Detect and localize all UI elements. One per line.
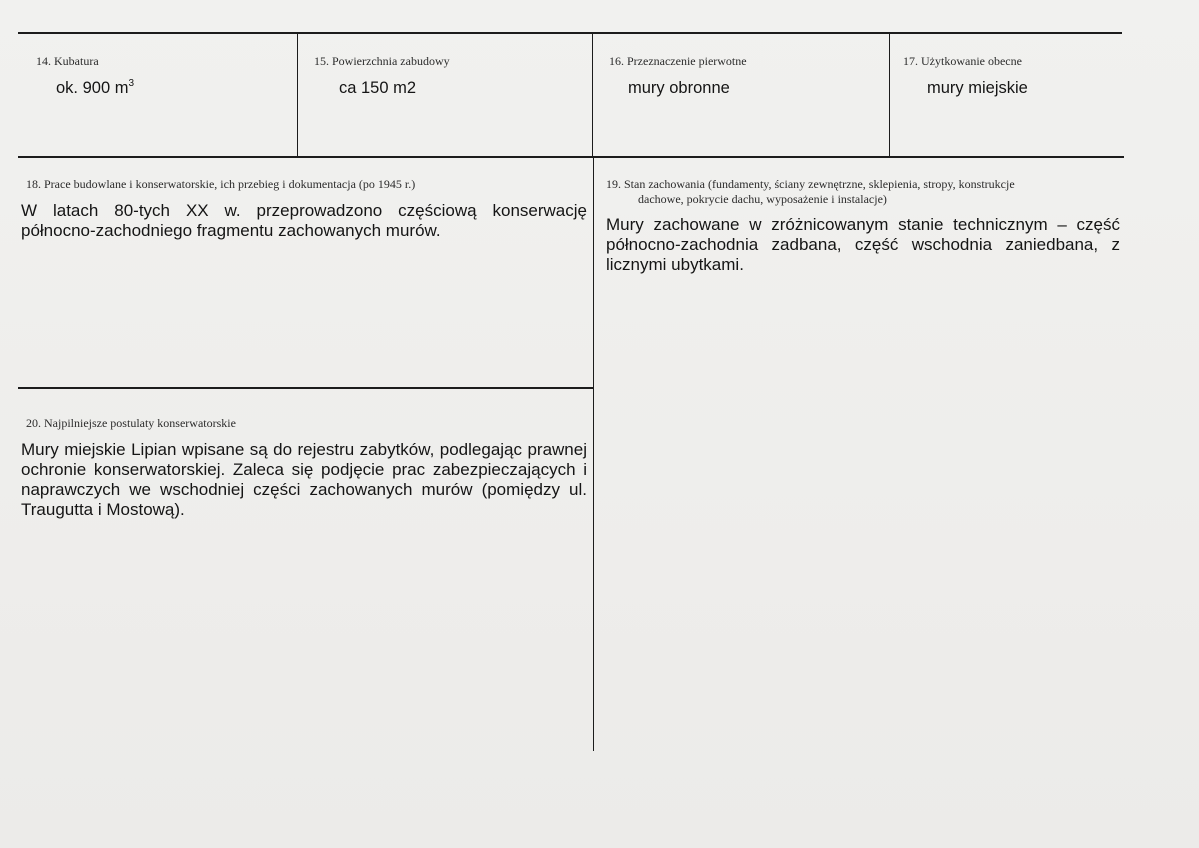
field-15-value: ca 150 m2 xyxy=(339,79,417,97)
center-divider xyxy=(593,157,594,751)
field-14-value-exponent: 3 xyxy=(128,77,135,89)
field-14-volume xyxy=(36,54,286,98)
field-17-label: 17. Użytkowanie obecne xyxy=(903,54,1022,68)
field-20-value: Mury miejskie Lipian wpisane są do rejestru zabytków, podlegając prawnej ochronie konserwatorskiej. Zaleca się podjęcie prac zabezpieczających i naprawczych we wschodniej części zachowanych murów (pomiędzy ul. Traugutta i Mostową). xyxy=(21,440,587,519)
field-19-label-line2: dachowe, pokrycie dachu, wyposażenie i instalacje) xyxy=(638,192,887,206)
field-20-postulates xyxy=(21,416,587,520)
field-16-label: 16. Przeznaczenie pierwotne xyxy=(609,54,747,68)
field-18-value: W latach 80-tych XX w. przeprowadzono częściową konserwację północno-zachodniego fragmentu zachowanych murów. xyxy=(21,201,587,240)
top-rule xyxy=(18,32,1122,34)
field-17-value: mury miejskie xyxy=(927,79,1028,97)
field-14-value xyxy=(36,78,286,98)
field-19-label-line1: 19. Stan zachowania (fundamenty, ściany zewnętrzne, sklepienia, stropy, konstrukcje xyxy=(606,177,1015,191)
field-20-label: 20. Najpilniejsze postulaty konserwatorskie xyxy=(26,416,236,430)
field-15-built-area xyxy=(314,54,584,98)
row1-bottom-rule xyxy=(18,156,1124,158)
field-14-label: 14. Kubatura xyxy=(36,54,99,68)
field-19-label xyxy=(606,177,1120,207)
field-15-label: 15. Powierzchnia zabudowy xyxy=(314,54,450,68)
field-16-value: mury obronne xyxy=(628,79,730,97)
col-divider-15-16 xyxy=(592,33,593,158)
col-divider-14-15 xyxy=(297,33,298,158)
field-19-value: Mury zachowane w zróżnicowanym stanie technicznym – część północno-zachodnia zadbana, część wschodnia zaniedbana, z licznymi ubytkami. xyxy=(606,215,1120,274)
field-19-condition xyxy=(606,177,1120,275)
col-divider-16-17 xyxy=(889,33,890,158)
row2-left-bottom-rule xyxy=(18,387,594,389)
field-18-works xyxy=(21,177,587,241)
field-16-original-purpose xyxy=(609,54,879,98)
field-14-value-text: ok. 900 m xyxy=(56,79,129,97)
field-17-current-use xyxy=(903,54,1118,98)
field-18-label: 18. Prace budowlane i konserwatorskie, ich przebieg i dokumentacja (po 1945 r.) xyxy=(26,177,416,191)
